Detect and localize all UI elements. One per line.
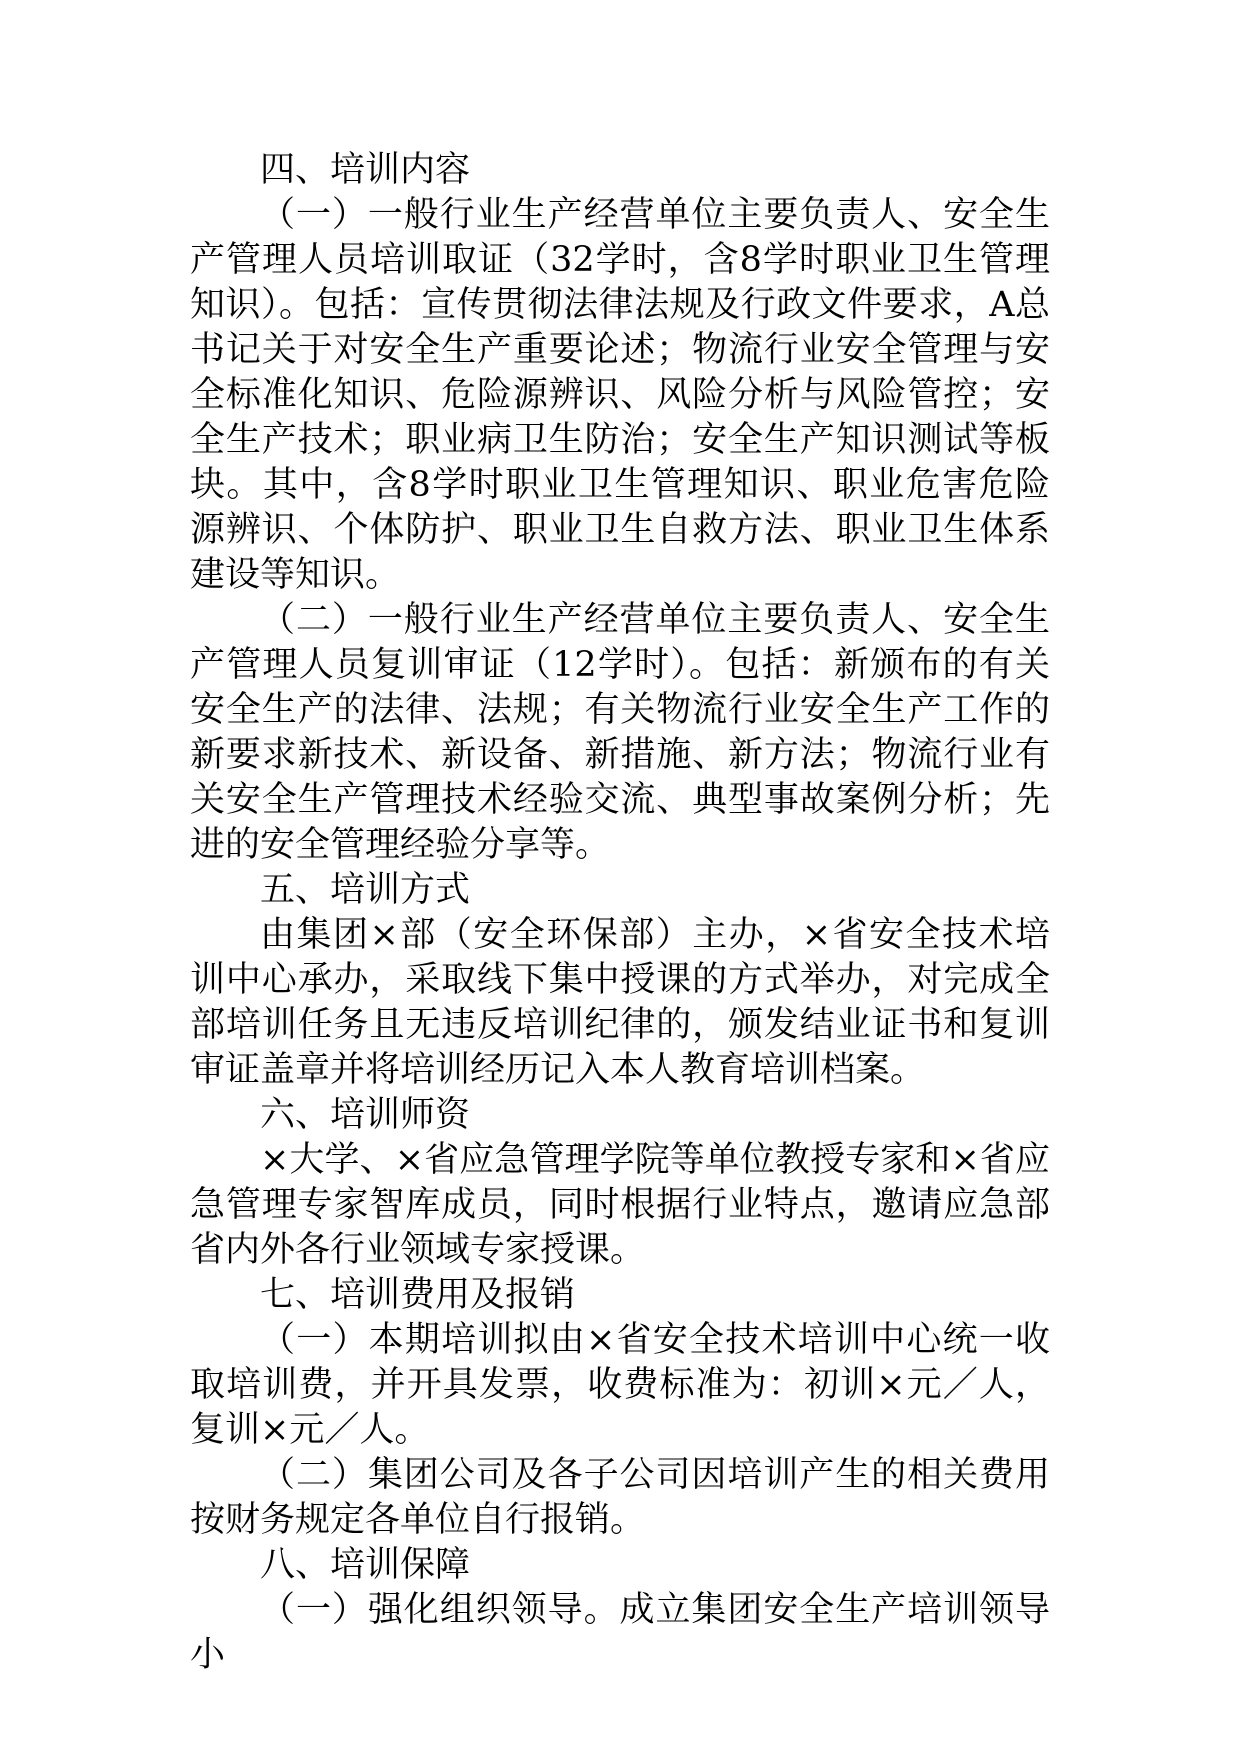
document-body — [190, 148, 1050, 1678]
section-heading-training-method: 五、培训方式 — [260, 870, 471, 910]
paragraph-fees-reimbursement: （二）集团公司及各子公司因培训产生的相关费用按财务规定各单位自行报销。 — [190, 1455, 1050, 1540]
paragraph-training-method: 由集团×部（安全环保部）主办，×省安全技术培训中心承办，采取线下集中授课的方式举办，对完成全部培训任务且无违反培训纪律的，颁发结业证书和复训审证盖章并将培训经历记入本人教育培训档案。 — [190, 915, 1050, 1090]
section-heading-trainers: 六、培训师资 — [260, 1095, 471, 1135]
section-heading-fees: 七、培训费用及报销 — [260, 1275, 576, 1315]
section-heading-guarantee: 八、培训保障 — [260, 1545, 471, 1585]
paragraph-retraining: （二）一般行业生产经营单位主要负责人、安全生产管理人员复训审证（12学时）。包括：新颁布的有关安全生产的法律、法规；有关物流行业安全生产工作的新要求新技术、新设备、新措施、新方法；物流行业有关安全生产管理技术经验交流、典型事故案例分析；先进的安全管理经验分享等。 — [190, 600, 1050, 865]
paragraph-organization-leadership: （一）强化组织领导。成立集团安全生产培训领导小 — [190, 1590, 1050, 1675]
paragraph-fees-collection: （一）本期培训拟由×省安全技术培训中心统一收取培训费，并开具发票，收费标准为：初训×元／人，复训×元／人。 — [190, 1320, 1050, 1450]
section-heading-training-content: 四、培训内容 — [260, 150, 471, 190]
paragraph-initial-training: （一）一般行业生产经营单位主要负责人、安全生产管理人员培训取证（32学时，含8学时职业卫生管理知识）。包括：宣传贯彻法律法规及行政文件要求，A总书记关于对安全生产重要论述；物流行业安全管理与安全标准化知识、危险源辨识、风险分析与风险管控；安全生产技术；职业病卫生防治；安全生产知识测试等板块。其中，含8学时职业卫生管理知识、职业危害危险源辨识、个体防护、职业卫生自救方法、职业卫生体系建设等知识。 — [190, 195, 1050, 595]
paragraph-trainers: ×大学、×省应急管理学院等单位教授专家和×省应急管理专家智库成员，同时根据行业特点，邀请应急部省内外各行业领域专家授课。 — [190, 1140, 1050, 1270]
